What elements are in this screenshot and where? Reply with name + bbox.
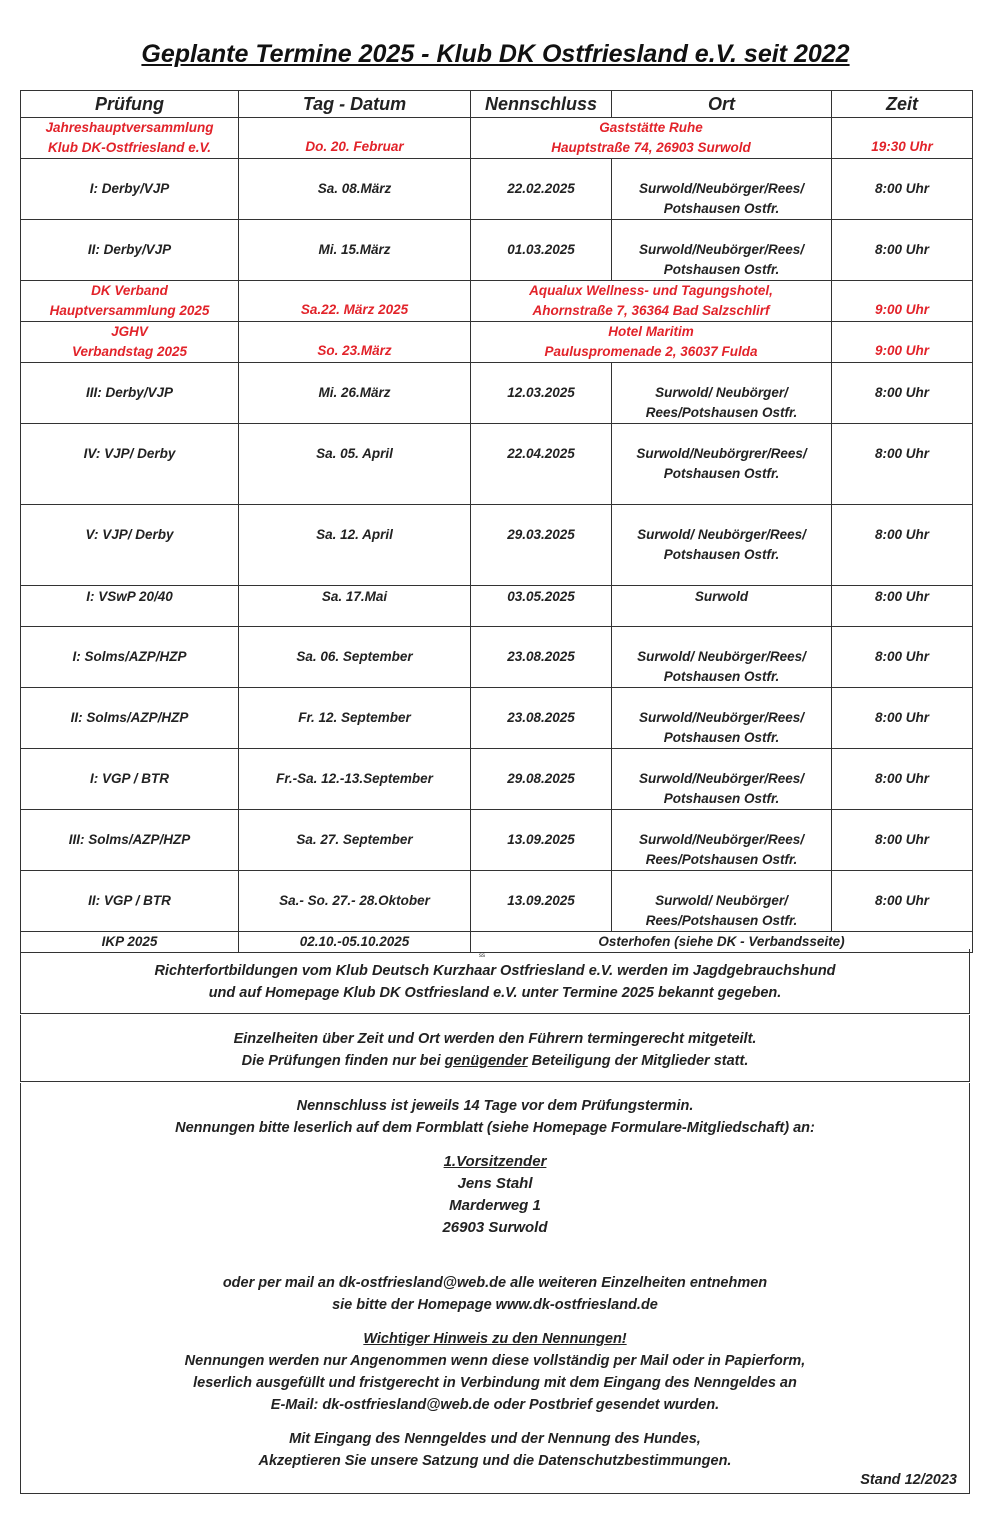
event-venue: Hotel Maritim Pauluspromenade 2, 36037 Fulda — [471, 322, 832, 363]
event-time: 9:00 Uhr — [832, 322, 973, 363]
event-time: 8:00 Uhr — [832, 749, 973, 810]
ikp-date: 02.10.-05.10.2025 — [239, 932, 471, 953]
ikp-name: IKP 2025 — [21, 932, 239, 953]
event-time: 8:00 Uhr — [832, 220, 973, 281]
event-name: III: Derby/VJP — [21, 363, 239, 424]
ikp-venue: Osterhofen (siehe DK - Verbandsseite) — [471, 932, 973, 953]
tiny-mark: ss — [479, 953, 485, 959]
header-ort: Ort — [612, 91, 832, 118]
event-name: Jahreshauptversammlung Klub DK-Ostfriesland e.V. — [21, 118, 239, 159]
event-deadline: 29.08.2025 — [471, 749, 612, 810]
event-name: V: VJP/ Derby — [21, 505, 239, 586]
event-name: II: VGP / BTR — [21, 871, 239, 932]
table-row — [21, 505, 973, 586]
table-row — [21, 810, 973, 871]
info-nennungen: Nennschluss ist jeweils 14 Tage vor dem Prüfungstermin. Nennungen bitte leserlich auf dem Formblatt (siehe Homepage Formulare-Mitgliedschaft) an: 1.Vorsitzender Jens Stahl Marderweg 1 26903 Surwold oder per mail an dk-ostfriesland@web.de alle weiteren Einzelheiten entnehmen sie bitte der Homepage www.dk-ostfriesland.de Wichtiger Hinweis zu den Nennungen! Nennungen werden nur Angenommen wenn diese vollständig per Mail oder in Papierform, leserlich ausgefüllt und fristgerecht in Verbindung mit dem Eingang des Nenngeldes an E-Mail: dk-ostfriesland@web.de oder Postbrief gesendet wurden. Mit Eingang des Nenngeldes und der Nennung des Hundes, Akzeptieren Sie unsere Satzung und die Datenschutzbestimmungen. Stand 12/2023 — [20, 1083, 970, 1494]
event-date: Sa. 17.Mai — [239, 586, 471, 627]
event-date: So. 23.März — [239, 322, 471, 363]
event-place: Surwold/Neubörger/Rees/ Potshausen Ostfr. — [612, 220, 832, 281]
event-deadline: 22.02.2025 — [471, 159, 612, 220]
event-deadline: 12.03.2025 — [471, 363, 612, 424]
contact-city: 26903 Surwold — [442, 1219, 548, 1236]
event-venue: Aqualux Wellness- und Tagungshotel, Ahornstraße 7, 36364 Bad Salzschlirf — [471, 281, 832, 322]
info-einzelheiten: Einzelheiten über Zeit und Ort werden den Führern termingerecht mitgeteilt. Die Prüfungen finden nur bei genügender Beteiligung der Mitglieder statt. — [20, 1015, 970, 1082]
event-place: Surwold/Neubörgrer/Rees/ Potshausen Ostfr. — [612, 424, 832, 505]
event-deadline: 01.03.2025 — [471, 220, 612, 281]
event-deadline: 03.05.2025 — [471, 586, 612, 627]
header-nennschluss: Nennschluss — [471, 91, 612, 118]
table-row — [21, 424, 973, 505]
event-time: 8:00 Uhr — [832, 810, 973, 871]
event-deadline: 23.08.2025 — [471, 627, 612, 688]
event-name: III: Solms/AZP/HZP — [21, 810, 239, 871]
event-date: Sa. 06. September — [239, 627, 471, 688]
contact-title: 1.Vorsitzender — [443, 1153, 547, 1170]
event-time: 8:00 Uhr — [832, 363, 973, 424]
table-header-row — [21, 91, 973, 118]
event-date: Mi. 15.März — [239, 220, 471, 281]
notice-title: Wichtiger Hinweis zu den Nennungen! — [363, 1331, 627, 1347]
table-row — [21, 118, 973, 159]
table-row — [21, 871, 973, 932]
info-richterfortbildungen: Richterfortbildungen vom Klub Deutsch Kurzhaar Ostfriesland e.V. werden im Jagdgebrauchshund und auf Homepage Klub DK Ostfriesland e.V. unter Termine 2025 bekannt gegeben. — [20, 949, 970, 1014]
schedule-table — [20, 90, 973, 953]
table-row — [21, 749, 973, 810]
event-name: DK Verband Hauptversammlung 2025 — [21, 281, 239, 322]
header-zeit: Zeit — [832, 91, 973, 118]
event-date: Fr. 12. September — [239, 688, 471, 749]
event-place: Surwold/Neubörger/Rees/ Potshausen Ostfr. — [612, 749, 832, 810]
event-date: Do. 20. Februar — [239, 118, 471, 159]
event-date: Sa. 12. April — [239, 505, 471, 586]
table-row — [21, 159, 973, 220]
event-date: Mi. 26.März — [239, 363, 471, 424]
event-date: Sa.- So. 27.- 28.Oktober — [239, 871, 471, 932]
table-row — [21, 363, 973, 424]
event-deadline: 29.03.2025 — [471, 505, 612, 586]
event-place: Surwold/Neubörger/Rees/ Rees/Potshausen Ostfr. — [612, 810, 832, 871]
table-row — [21, 281, 973, 322]
table-row — [21, 322, 973, 363]
event-name: II: Derby/VJP — [21, 220, 239, 281]
table-row — [21, 627, 973, 688]
event-place: Surwold/ Neubörger/ Rees/Potshausen Ostfr. — [612, 871, 832, 932]
event-time: 8:00 Uhr — [832, 627, 973, 688]
event-time: 8:00 Uhr — [832, 871, 973, 932]
event-place: Surwold/Neubörger/Rees/ Potshausen Ostfr. — [612, 688, 832, 749]
header-tag-datum: Tag - Datum — [239, 91, 471, 118]
event-place: Surwold/ Neubörger/ Rees/Potshausen Ostfr. — [612, 363, 832, 424]
event-date: Fr.-Sa. 12.-13.September — [239, 749, 471, 810]
event-time: 8:00 Uhr — [832, 424, 973, 505]
homepage-line: sie bitte der Homepage www.dk-ostfriesland.de — [332, 1297, 658, 1313]
event-date: Sa.22. März 2025 — [239, 281, 471, 322]
page-title: Geplante Termine 2025 - Klub DK Ostfriesland e.V. seit 2022 — [141, 40, 850, 68]
event-time: 8:00 Uhr — [832, 159, 973, 220]
event-name: I: Derby/VJP — [21, 159, 239, 220]
event-deadline: 22.04.2025 — [471, 424, 612, 505]
event-name: IV: VJP/ Derby — [21, 424, 239, 505]
event-place: Surwold — [612, 586, 832, 627]
event-name: I: VGP / BTR — [21, 749, 239, 810]
event-name: I: VSwP 20/40 — [21, 586, 239, 627]
event-place: Surwold/ Neubörger/Rees/ Potshausen Ostfr. — [612, 505, 832, 586]
event-venue: Gaststätte Ruhe Hauptstraße 74, 26903 Surwold — [471, 118, 832, 159]
mail-line: oder per mail an dk-ostfriesland@web.de alle weiteren Einzelheiten entnehmen — [222, 1275, 768, 1291]
event-deadline: 13.09.2025 — [471, 871, 612, 932]
table-row — [21, 220, 973, 281]
event-time: 8:00 Uhr — [832, 688, 973, 749]
stand-date: Stand 12/2023 — [860, 1472, 957, 1488]
table-row — [21, 586, 973, 627]
event-date: Sa. 08.März — [239, 159, 471, 220]
table-row — [21, 688, 973, 749]
event-time: 9:00 Uhr — [832, 281, 973, 322]
event-time: 19:30 Uhr — [832, 118, 973, 159]
event-date: Sa. 27. September — [239, 810, 471, 871]
event-name: JGHV Verbandstag 2025 — [21, 322, 239, 363]
event-deadline: 23.08.2025 — [471, 688, 612, 749]
event-deadline: 13.09.2025 — [471, 810, 612, 871]
event-time: 8:00 Uhr — [832, 505, 973, 586]
event-name: II: Solms/AZP/HZP — [21, 688, 239, 749]
header-pruefung: Prüfung — [21, 91, 239, 118]
event-time: 8:00 Uhr — [832, 586, 973, 627]
event-place: Surwold/ Neubörger/Rees/ Potshausen Ostfr. — [612, 627, 832, 688]
event-date: Sa. 05. April — [239, 424, 471, 505]
contact-name: Jens Stahl — [457, 1175, 533, 1192]
contact-street: Marderweg 1 — [449, 1197, 541, 1214]
event-place: Surwold/Neubörger/Rees/ Potshausen Ostfr. — [612, 159, 832, 220]
event-name: I: Solms/AZP/HZP — [21, 627, 239, 688]
